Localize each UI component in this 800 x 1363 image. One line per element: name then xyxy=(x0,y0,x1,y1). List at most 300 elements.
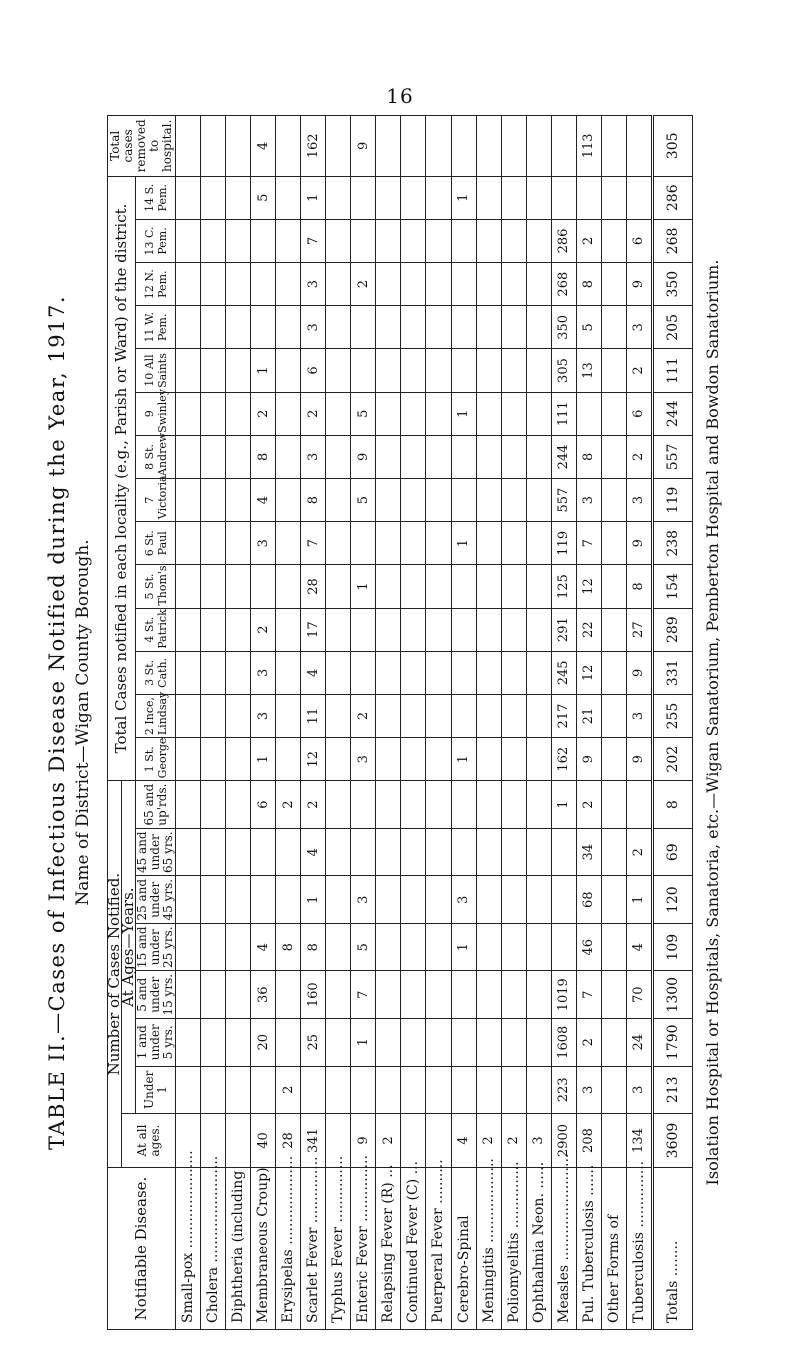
table-cell: 2900 xyxy=(551,1114,576,1168)
table-cell xyxy=(201,392,226,435)
table-cell xyxy=(526,738,551,781)
table-cell xyxy=(601,781,626,829)
table-cell: 1 xyxy=(301,176,326,219)
table-cell: 7 xyxy=(301,219,326,262)
table-cell: 2 xyxy=(351,263,376,306)
table-row xyxy=(551,116,576,1330)
table-cell xyxy=(501,392,526,435)
table-cell xyxy=(376,522,401,565)
table-cell xyxy=(476,694,501,737)
table-cell xyxy=(501,828,526,876)
total-cell: 111 xyxy=(652,349,692,392)
total-cell: 8 xyxy=(652,781,692,829)
age-column-header: 5 and under 15 yrs. xyxy=(136,971,176,1019)
table-cell xyxy=(326,828,351,876)
table-cell: 3 xyxy=(451,876,476,924)
total-cell: 238 xyxy=(652,522,692,565)
table-cell xyxy=(326,263,351,306)
ward-column-header: 4 St. Patrick xyxy=(136,608,176,651)
disease-name: Pul. Tuberculosis ....... xyxy=(576,1168,601,1330)
ward-column-header: 6 St. Paul xyxy=(136,522,176,565)
table-cell xyxy=(376,349,401,392)
table-cell xyxy=(451,971,476,1019)
table-cell: 40 xyxy=(251,1114,276,1168)
table-cell xyxy=(401,306,426,349)
ward-column-header: 5 St. Thom's xyxy=(136,565,176,608)
table-cell xyxy=(451,828,476,876)
table-cell xyxy=(401,116,426,177)
table-cell xyxy=(276,828,301,876)
table-cell xyxy=(451,1066,476,1114)
table-cell: 2 xyxy=(626,435,652,478)
table-cell xyxy=(526,392,551,435)
table-cell xyxy=(201,694,226,737)
table-cell xyxy=(376,263,401,306)
ward-column-header: 14 S. Pem. xyxy=(136,176,176,219)
table-cell xyxy=(376,219,401,262)
table-subtitle: Name of District—Wigan County Borough. xyxy=(73,539,93,906)
table-cell xyxy=(426,1066,451,1114)
table-cell: 291 xyxy=(551,608,576,651)
table-row xyxy=(426,116,451,1330)
total-cell: 255 xyxy=(652,694,692,737)
total-cell: 205 xyxy=(652,306,692,349)
table-cell xyxy=(401,263,426,306)
table-cell xyxy=(176,923,201,971)
all-ages-header: At all ages. xyxy=(122,1114,176,1168)
table-cell: 2 xyxy=(301,392,326,435)
table-cell xyxy=(226,306,251,349)
table-cell xyxy=(326,971,351,1019)
table-cell: 3 xyxy=(626,1066,652,1114)
table-cell xyxy=(401,176,426,219)
table-cell: 1 xyxy=(626,876,652,924)
table-cell xyxy=(551,923,576,971)
table-cell xyxy=(201,738,226,781)
table-cell xyxy=(401,923,426,971)
table-cell: 12 xyxy=(576,651,601,694)
table-cell xyxy=(526,565,551,608)
table-cell: 3 xyxy=(251,694,276,737)
table-cell xyxy=(326,219,351,262)
ward-column-header: 1 St. George xyxy=(136,738,176,781)
table-cell xyxy=(276,971,301,1019)
table-cell xyxy=(451,219,476,262)
table-cell xyxy=(426,828,451,876)
table-cell xyxy=(376,116,401,177)
table-cell xyxy=(326,738,351,781)
age-column-header: 25 and under 45 yrs. xyxy=(136,876,176,924)
table-cell xyxy=(376,781,401,829)
table-cell: 8 xyxy=(276,923,301,971)
table-cell: 8 xyxy=(576,263,601,306)
table-cell xyxy=(626,781,652,829)
table-cell: 46 xyxy=(576,923,601,971)
table-cell xyxy=(426,876,451,924)
table-cell xyxy=(526,923,551,971)
total-cell: 120 xyxy=(652,876,692,924)
table-cell xyxy=(226,522,251,565)
table-cell: 2 xyxy=(276,1066,301,1114)
table-cell xyxy=(476,608,501,651)
table-row xyxy=(401,116,426,1330)
table-cell: 25 xyxy=(301,1019,326,1067)
table-cell xyxy=(201,781,226,829)
table-row xyxy=(226,116,251,1330)
table-row xyxy=(201,116,226,1330)
table-cell xyxy=(176,392,201,435)
disease-name: Ophthalmia Neon. ...... xyxy=(526,1168,551,1330)
table-cell: 119 xyxy=(551,522,576,565)
table-cell xyxy=(601,608,626,651)
table-cell xyxy=(326,1066,351,1114)
table-cell xyxy=(276,116,301,177)
table-cell xyxy=(276,479,301,522)
table-cell xyxy=(501,1066,526,1114)
table-cell xyxy=(226,828,251,876)
table-cell: 3 xyxy=(351,876,376,924)
table-cell xyxy=(426,694,451,737)
table-cell: 28 xyxy=(301,565,326,608)
table-cell xyxy=(376,651,401,694)
table-cell xyxy=(476,565,501,608)
table-cell xyxy=(376,828,401,876)
table-cell xyxy=(501,219,526,262)
footer-note: Isolation Hospital or Hospitals, Sanatoria, etc.—Wigan Sanatorium, Pemberton Hospital and Bowdon Sanatorium. xyxy=(703,259,722,1186)
table-cell xyxy=(526,828,551,876)
table-cell xyxy=(176,876,201,924)
table-cell: 2 xyxy=(251,608,276,651)
table-cell xyxy=(451,435,476,478)
table-row xyxy=(251,116,276,1330)
table-cell: 3 xyxy=(626,694,652,737)
table-cell xyxy=(476,116,501,177)
table-cell xyxy=(601,1114,626,1168)
table-cell: 557 xyxy=(551,479,576,522)
table-cell: 2 xyxy=(376,1114,401,1168)
table-cell xyxy=(576,392,601,435)
ward-column-header: 9 Swinley xyxy=(136,392,176,435)
table-cell xyxy=(351,349,376,392)
table-cell: 3 xyxy=(626,479,652,522)
total-cell: 1790 xyxy=(652,1019,692,1067)
table-cell xyxy=(601,306,626,349)
table-cell xyxy=(226,349,251,392)
table-cell xyxy=(226,219,251,262)
table-cell: 36 xyxy=(251,971,276,1019)
table-cell: 9 xyxy=(351,116,376,177)
table-cell xyxy=(476,349,501,392)
table-cell xyxy=(176,694,201,737)
table-cell xyxy=(401,1114,426,1168)
table-row xyxy=(451,116,476,1330)
table-cell xyxy=(326,876,351,924)
disease-name: Relapsing Fever (R) ... xyxy=(376,1168,401,1330)
ward-column-header: 11 W. Pem. xyxy=(136,306,176,349)
table-cell xyxy=(501,694,526,737)
table-cell xyxy=(201,1019,226,1067)
table-cell xyxy=(401,479,426,522)
table-cell: 7 xyxy=(301,522,326,565)
table-cell xyxy=(501,971,526,1019)
table-cell: 3 xyxy=(576,1066,601,1114)
table-row xyxy=(576,116,601,1330)
table-cell xyxy=(176,971,201,1019)
table-cell: 125 xyxy=(551,565,576,608)
table-cell xyxy=(601,263,626,306)
table-cell xyxy=(426,971,451,1019)
table-cell xyxy=(426,479,451,522)
table-cell xyxy=(526,349,551,392)
table-cell: 5 xyxy=(251,176,276,219)
table-cell: 162 xyxy=(301,116,326,177)
table-cell: 6 xyxy=(301,349,326,392)
table-cell xyxy=(201,306,226,349)
table-cell xyxy=(476,522,501,565)
table-cell xyxy=(626,116,652,177)
table-cell xyxy=(501,349,526,392)
table-cell xyxy=(176,306,201,349)
table-cell xyxy=(176,608,201,651)
table-cell xyxy=(601,1019,626,1067)
table-cell xyxy=(376,694,401,737)
table-cell xyxy=(476,306,501,349)
table-cell: 2 xyxy=(276,781,301,829)
table-cell xyxy=(176,738,201,781)
table-cell xyxy=(251,219,276,262)
table-cell: 3 xyxy=(301,263,326,306)
table-cell: 4 xyxy=(251,116,276,177)
table-cell: 6 xyxy=(251,781,276,829)
table-cell xyxy=(226,651,251,694)
table-cell xyxy=(601,392,626,435)
table-cell: 1 xyxy=(251,738,276,781)
table-cell xyxy=(376,738,401,781)
table-cell xyxy=(251,565,276,608)
table-cell xyxy=(326,176,351,219)
table-cell xyxy=(401,651,426,694)
table-cell xyxy=(526,608,551,651)
table-cell: 3 xyxy=(251,522,276,565)
table-cell xyxy=(276,392,301,435)
table-cell xyxy=(526,116,551,177)
table-cell xyxy=(451,306,476,349)
table-cell xyxy=(176,263,201,306)
disease-name: Erysipelas .................... xyxy=(276,1168,301,1330)
total-cell: 202 xyxy=(652,738,692,781)
table-cell: 1608 xyxy=(551,1019,576,1067)
table-cell xyxy=(226,1114,251,1168)
table-cell xyxy=(601,1066,626,1114)
total-cell: 305 xyxy=(652,116,692,177)
table-cell xyxy=(426,435,451,478)
table-cell xyxy=(451,781,476,829)
table-cell xyxy=(426,781,451,829)
table-cell xyxy=(276,738,301,781)
table-cell xyxy=(501,608,526,651)
table-cell xyxy=(376,306,401,349)
table-cell xyxy=(351,219,376,262)
table-cell xyxy=(376,608,401,651)
table-cell: 9 xyxy=(626,263,652,306)
table-cell xyxy=(401,781,426,829)
table-cell xyxy=(276,876,301,924)
number-notified-header: Number of Cases Notified. xyxy=(108,781,122,1168)
table-cell xyxy=(226,781,251,829)
ward-column-header: 13 C. Pem. xyxy=(136,219,176,262)
table-cell xyxy=(226,1066,251,1114)
table-cell: 9 xyxy=(576,738,601,781)
table-cell xyxy=(501,651,526,694)
table-cell xyxy=(426,565,451,608)
table-cell xyxy=(476,392,501,435)
table-cell xyxy=(526,479,551,522)
table-cell xyxy=(426,392,451,435)
table-cell xyxy=(326,306,351,349)
table-cell xyxy=(476,651,501,694)
removed-header: Total cases removed to hospital. xyxy=(108,116,176,177)
table-cell xyxy=(526,219,551,262)
disease-name: Typhus Fever ............... xyxy=(326,1168,351,1330)
table-cell xyxy=(601,435,626,478)
table-cell: 8 xyxy=(576,435,601,478)
table-row xyxy=(626,116,652,1330)
table-cell xyxy=(601,738,626,781)
table-cell xyxy=(226,176,251,219)
table-cell xyxy=(526,263,551,306)
table-cell xyxy=(201,923,226,971)
table-cell xyxy=(426,176,451,219)
table-cell: 9 xyxy=(626,651,652,694)
age-column-header: 45 and under 65 yrs. xyxy=(136,828,176,876)
table-cell xyxy=(451,608,476,651)
table-cell xyxy=(326,694,351,737)
table-cell xyxy=(376,876,401,924)
table-cell xyxy=(426,522,451,565)
table-cell: 305 xyxy=(551,349,576,392)
table-cell xyxy=(476,738,501,781)
table-cell xyxy=(451,565,476,608)
table-cell xyxy=(251,306,276,349)
table-cell xyxy=(476,971,501,1019)
table-cell: 1 xyxy=(551,781,576,829)
table-cell xyxy=(601,176,626,219)
ward-column-header: 12 N. Pem. xyxy=(136,263,176,306)
age-column-header: Under 1 xyxy=(136,1066,176,1114)
table-cell: 2 xyxy=(251,392,276,435)
table-cell xyxy=(551,876,576,924)
table-cell: 17 xyxy=(301,608,326,651)
disease-name: Other Forms of xyxy=(601,1168,626,1330)
table-cell: 5 xyxy=(351,392,376,435)
table-cell: 1 xyxy=(451,176,476,219)
table-cell: 3 xyxy=(626,306,652,349)
table-cell xyxy=(476,781,501,829)
table-cell xyxy=(176,176,201,219)
table-cell: 113 xyxy=(576,116,601,177)
table-cell xyxy=(201,219,226,262)
table-cell xyxy=(201,565,226,608)
total-cell: 3609 xyxy=(652,1114,692,1168)
age-group-header: At Ages—Years. xyxy=(122,781,136,1114)
table-cell xyxy=(226,479,251,522)
table-cell xyxy=(326,565,351,608)
table-cell: 3 xyxy=(301,306,326,349)
table-cell xyxy=(351,608,376,651)
table-cell xyxy=(301,1066,326,1114)
table-cell: 3 xyxy=(576,479,601,522)
table-row xyxy=(526,116,551,1330)
table-cell xyxy=(176,116,201,177)
table-cell xyxy=(276,306,301,349)
table-cell xyxy=(401,608,426,651)
table-cell xyxy=(176,349,201,392)
table-cell: 9 xyxy=(626,522,652,565)
table-cell xyxy=(226,971,251,1019)
table-cell xyxy=(601,971,626,1019)
table-cell xyxy=(176,651,201,694)
table-cell xyxy=(276,651,301,694)
disease-name: Tuberculosis ............... xyxy=(626,1168,652,1330)
table-cell xyxy=(251,1066,276,1114)
table-cell: 1019 xyxy=(551,971,576,1019)
table-title: TABLE II.—Cases of Infectious Disease Notified during the Year, 1917. xyxy=(45,294,69,1151)
table-cell xyxy=(601,116,626,177)
table-cell xyxy=(476,263,501,306)
table-cell xyxy=(501,116,526,177)
table-cell: 4 xyxy=(301,651,326,694)
table-cell: 2 xyxy=(476,1114,501,1168)
table-cell xyxy=(426,651,451,694)
total-cell: 286 xyxy=(652,176,692,219)
table-cell xyxy=(476,923,501,971)
table-row xyxy=(301,116,326,1330)
total-cell: 289 xyxy=(652,608,692,651)
total-cell: 331 xyxy=(652,651,692,694)
table-cell: 11 xyxy=(301,694,326,737)
table-cell: 1 xyxy=(351,565,376,608)
ward-column-header: 3 St. Cath. xyxy=(136,651,176,694)
table-cell xyxy=(226,923,251,971)
ward-column-header: 2 Ince, Lindsay xyxy=(136,694,176,737)
table-cell xyxy=(401,876,426,924)
table-cell xyxy=(501,522,526,565)
table-cell xyxy=(451,116,476,177)
table-cell: 341 xyxy=(301,1114,326,1168)
table-cell: 208 xyxy=(576,1114,601,1168)
table-cell: 217 xyxy=(551,694,576,737)
table-cell xyxy=(426,1019,451,1067)
table-cell: 12 xyxy=(301,738,326,781)
table-cell xyxy=(226,392,251,435)
table-cell xyxy=(476,828,501,876)
table-cell: 2 xyxy=(301,781,326,829)
table-cell xyxy=(376,479,401,522)
table-cell xyxy=(451,349,476,392)
age-column-header: 65 and up'rds. xyxy=(136,781,176,829)
table-cell xyxy=(226,435,251,478)
table-cell xyxy=(276,608,301,651)
table-cell xyxy=(601,651,626,694)
table-cell xyxy=(576,176,601,219)
table-cell: 2 xyxy=(501,1114,526,1168)
notifications-table xyxy=(107,115,693,1330)
table-cell xyxy=(326,116,351,177)
table-cell xyxy=(176,435,201,478)
table-cell xyxy=(501,923,526,971)
total-cell: 119 xyxy=(652,479,692,522)
table-cell: 28 xyxy=(276,1114,301,1168)
